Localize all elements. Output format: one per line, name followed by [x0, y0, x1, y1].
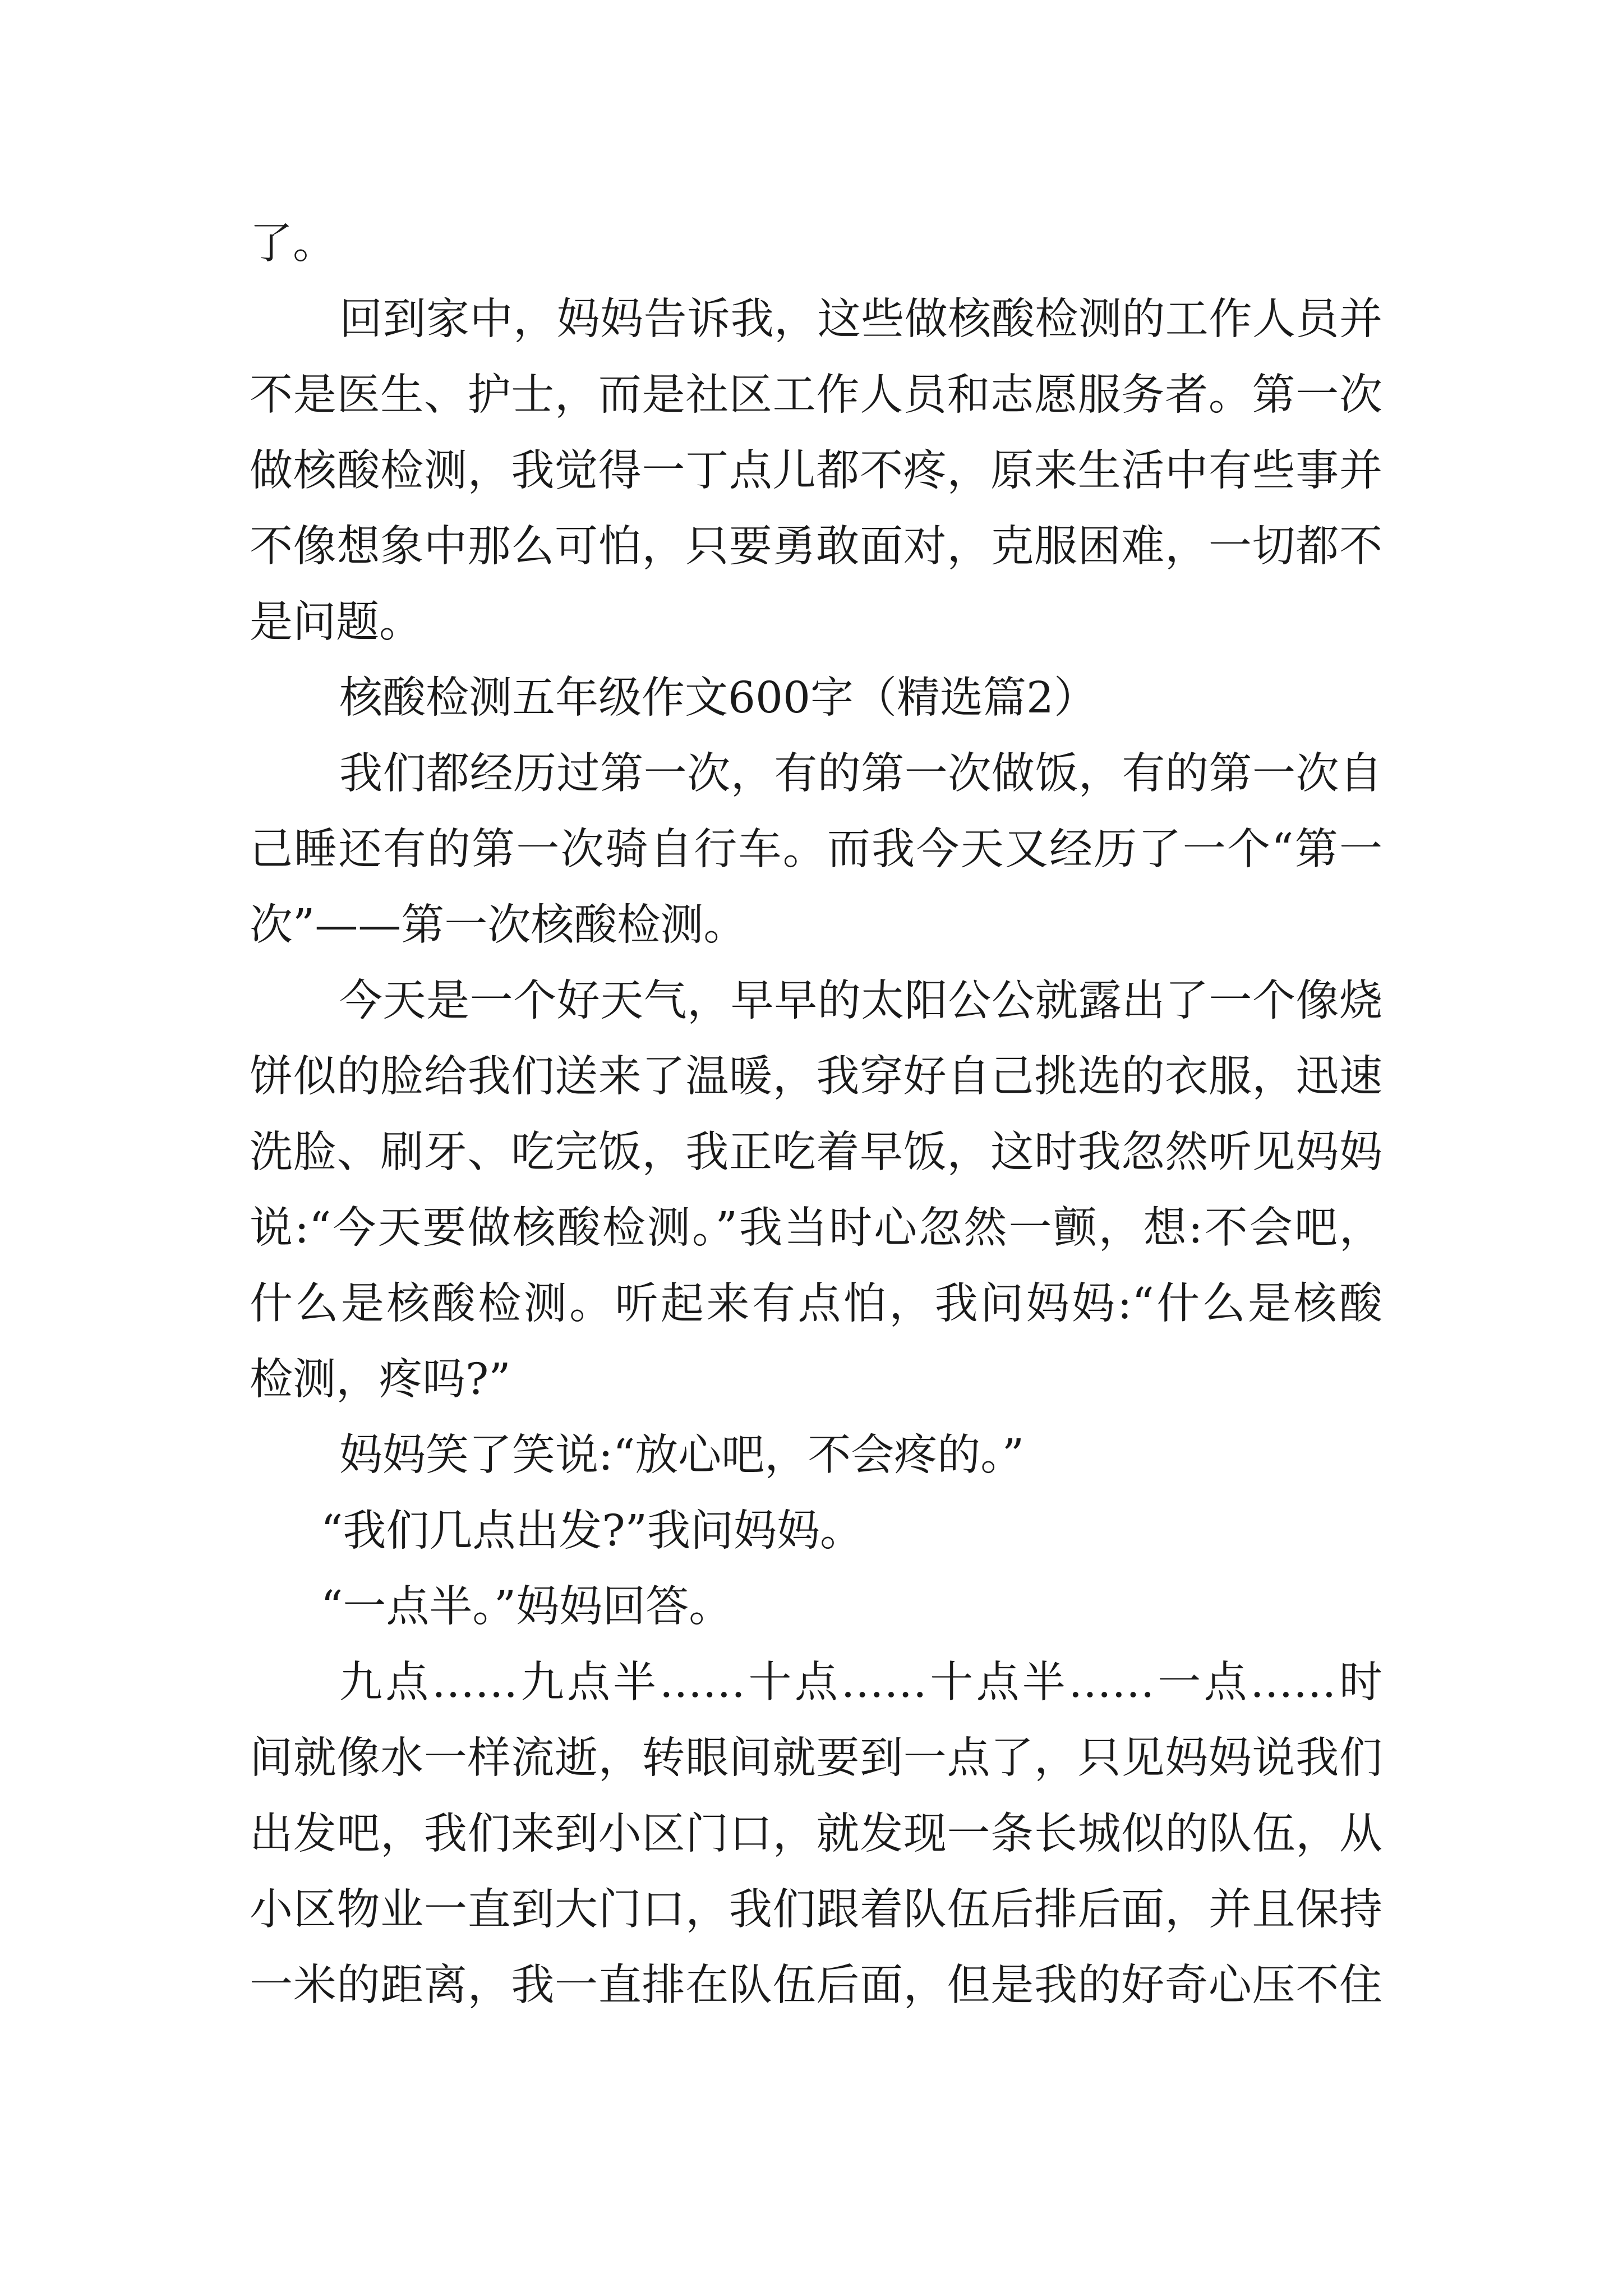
text-line: 己睡还有的第一次骑自行车。而我今天又经历了一个“第一 — [250, 825, 1382, 875]
text-line: 今天是一个好天气，早早的太阳公公就露出了一个像烧 — [339, 976, 1382, 1026]
text-line: “我们几点出发?”我问妈妈。 — [321, 1506, 864, 1556]
text-line: 九点……九点半……十点……十点半……一点……时 — [339, 1658, 1382, 1708]
text-line: 了。 — [250, 219, 336, 269]
text-line: 不像想象中那么可怕，只要勇敢面对，克服困难，一切都不 — [250, 522, 1382, 572]
text-line: 出发吧，我们来到小区门口，就发现一条长城似的队伍，从 — [250, 1809, 1382, 1859]
text-line: 不是医生、护士，而是社区工作人员和志愿服务者。第一次 — [250, 370, 1382, 420]
text-line: “一点半。”妈妈回答。 — [321, 1582, 732, 1632]
section-heading: 核酸检测五年级作文600字（精选篇2） — [339, 673, 1097, 723]
text-line: 一米的距离，我一直排在队伍后面，但是我的好奇心压不住 — [250, 1961, 1382, 2010]
text-line: 次”——第一次核酸检测。 — [250, 900, 747, 950]
text-line: 什么是核酸检测。听起来有点怕，我问妈妈:“什么是核酸 — [250, 1279, 1382, 1329]
text-line: 妈妈笑了笑说:“放心吧，不会疼的。” — [339, 1430, 1025, 1480]
text-line: 洗脸、刷牙、吃完饭，我正吃着早饭，这时我忽然听见妈妈 — [250, 1128, 1382, 1177]
text-line: 检测，疼吗?” — [250, 1355, 511, 1405]
text-line: 饼似的脸给我们送来了温暖，我穿好自己挑选的衣服，迅速 — [250, 1052, 1382, 1102]
text-line: 间就像水一样流逝，转眼间就要到一点了，只见妈妈说我们 — [250, 1733, 1382, 1783]
text-line: 说:“今天要做核酸检测。”我当时心忽然一颤，想:不会吧， — [250, 1203, 1382, 1253]
text-line: 回到家中，妈妈告诉我，这些做核酸检测的工作人员并 — [339, 295, 1382, 344]
text-line: 我们都经历过第一次，有的第一次做饭，有的第一次自 — [339, 749, 1382, 799]
text-line: 是问题。 — [250, 597, 422, 647]
text-line: 做核酸检测，我觉得一丁点儿都不疼，原来生活中有些事并 — [250, 446, 1382, 496]
text-line: 小区物业一直到大门口，我们跟着队伍后排后面，并且保持 — [250, 1885, 1382, 1935]
